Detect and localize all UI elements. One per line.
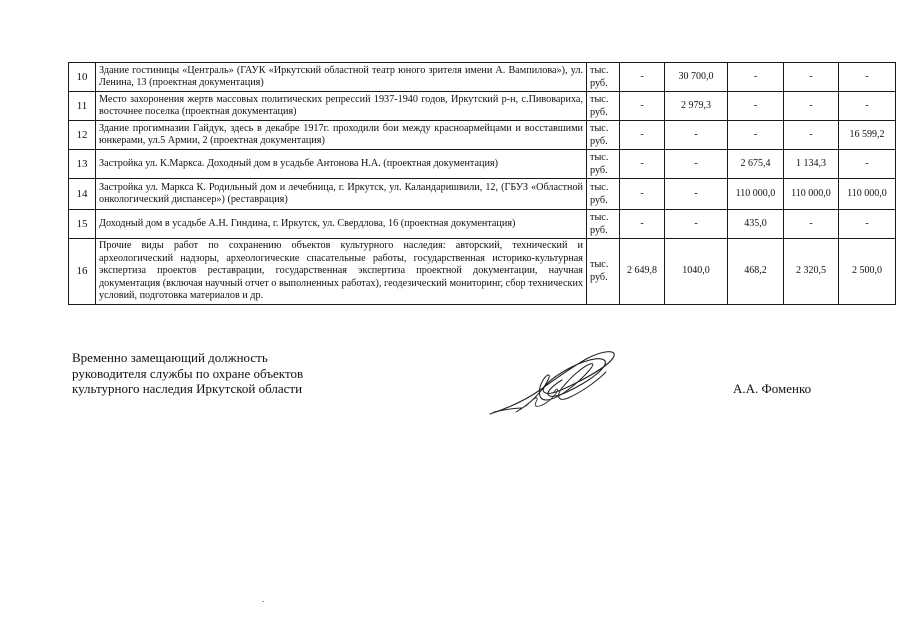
- funding-value-3: 2 675,4: [728, 150, 784, 179]
- signature-block: [72, 350, 303, 397]
- works-table-body: [69, 63, 896, 305]
- works-table: [68, 62, 896, 305]
- funding-value-3: 468,2: [728, 239, 784, 305]
- funding-value-5: -: [839, 210, 896, 239]
- funding-value-3: -: [728, 92, 784, 121]
- object-description: Здание прогимназии Гайдук, здесь в декабре 1917г. проходили бои между красноармейцами и восставшими юнкерами, ул.5 Армии, 2 (проектная документация): [96, 121, 587, 150]
- unit-cell: тыс. руб.: [587, 121, 620, 150]
- object-description: Застройка ул. К.Маркса. Доходный дом в усадьбе Антонова Н.А. (проектная документация): [96, 150, 587, 179]
- funding-value-1: -: [620, 210, 665, 239]
- unit-cell: тыс. руб.: [587, 92, 620, 121]
- funding-value-5: -: [839, 92, 896, 121]
- funding-value-5: 110 000,0: [839, 179, 896, 210]
- funding-value-3: 110 000,0: [728, 179, 784, 210]
- funding-value-1: 2 649,8: [620, 239, 665, 305]
- object-description: Прочие виды работ по сохранению объектов культурного наследия: авторский, технический и археологический надзоры, археологические спасательные работы, государственная историко-культурная экспертиза проектов реставрации, государственная экспертиза проектной документации, научная документация (включая научный отчет о выполненных работах), геодезический мониторинг, сбор технических условий, подготовка материалов и др.: [96, 239, 587, 305]
- funding-value-2: 1040,0: [665, 239, 728, 305]
- signer-name: А.А. Фоменко: [733, 381, 812, 396]
- unit-cell: тыс. руб.: [587, 239, 620, 305]
- funding-value-3: -: [728, 121, 784, 150]
- funding-value-4: -: [784, 210, 839, 239]
- table-row: [69, 210, 896, 239]
- unit-cell: тыс. руб.: [587, 179, 620, 210]
- row-number: 12: [69, 121, 96, 150]
- handwritten-signature: [486, 348, 621, 420]
- object-description: Здание гостиницы «Централь» (ГАУК «Иркутский областной театр юного зрителя имени А. Вампилова»), ул. Ленина, 13 (проектная документация): [96, 63, 587, 92]
- funding-value-2: -: [665, 210, 728, 239]
- unit-cell: тыс. руб.: [587, 63, 620, 92]
- row-number: 14: [69, 179, 96, 210]
- table-row: [69, 121, 896, 150]
- funding-value-5: 2 500,0: [839, 239, 896, 305]
- funding-value-4: 2 320,5: [784, 239, 839, 305]
- funding-value-3: -: [728, 63, 784, 92]
- funding-value-2: 2 979,3: [665, 92, 728, 121]
- funding-value-2: -: [665, 150, 728, 179]
- funding-value-5: -: [839, 150, 896, 179]
- scan-speck: [262, 601, 264, 602]
- position-line-3: культурного наследия Иркутской области: [72, 381, 303, 396]
- funding-value-4: -: [784, 121, 839, 150]
- funding-value-3: 435,0: [728, 210, 784, 239]
- position-line-1: Временно замещающий должность: [72, 350, 268, 365]
- unit-cell: тыс. руб.: [587, 210, 620, 239]
- funding-value-4: -: [784, 92, 839, 121]
- row-number: 13: [69, 150, 96, 179]
- row-number: 16: [69, 239, 96, 305]
- funding-value-2: -: [665, 121, 728, 150]
- funding-value-1: -: [620, 92, 665, 121]
- row-number: 10: [69, 63, 96, 92]
- funding-value-4: 110 000,0: [784, 179, 839, 210]
- funding-value-5: 16 599,2: [839, 121, 896, 150]
- table-row: [69, 150, 896, 179]
- row-number: 11: [69, 92, 96, 121]
- table-row: [69, 63, 896, 92]
- object-description: Доходный дом в усадьбе А.Н. Гиндина, г. Иркутск, ул. Свердлова, 16 (проектная документация): [96, 210, 587, 239]
- funding-value-4: 1 134,3: [784, 150, 839, 179]
- funding-value-1: -: [620, 179, 665, 210]
- funding-value-5: -: [839, 63, 896, 92]
- funding-value-2: 30 700,0: [665, 63, 728, 92]
- row-number: 15: [69, 210, 96, 239]
- object-description: Место захоронения жертв массовых политических репрессий 1937-1940 годов, Иркутский р-н, с.Пивовариха, восточнее поселка (проектная документация): [96, 92, 587, 121]
- table-row: [69, 179, 896, 210]
- funding-value-1: -: [620, 121, 665, 150]
- object-description: Застройка ул. Маркса К. Родильный дом и лечебница, г. Иркутск, ул. Каландаришвили, 12, (ГБУЗ «Областной онкологический диспансер») (реставрация): [96, 179, 587, 210]
- funding-value-4: -: [784, 63, 839, 92]
- funding-value-1: -: [620, 150, 665, 179]
- unit-cell: тыс. руб.: [587, 150, 620, 179]
- position-line-2: руководителя службы по охране объектов: [72, 365, 304, 381]
- table-row: [69, 239, 896, 305]
- table-row: [69, 92, 896, 121]
- funding-value-2: -: [665, 179, 728, 210]
- funding-value-1: -: [620, 63, 665, 92]
